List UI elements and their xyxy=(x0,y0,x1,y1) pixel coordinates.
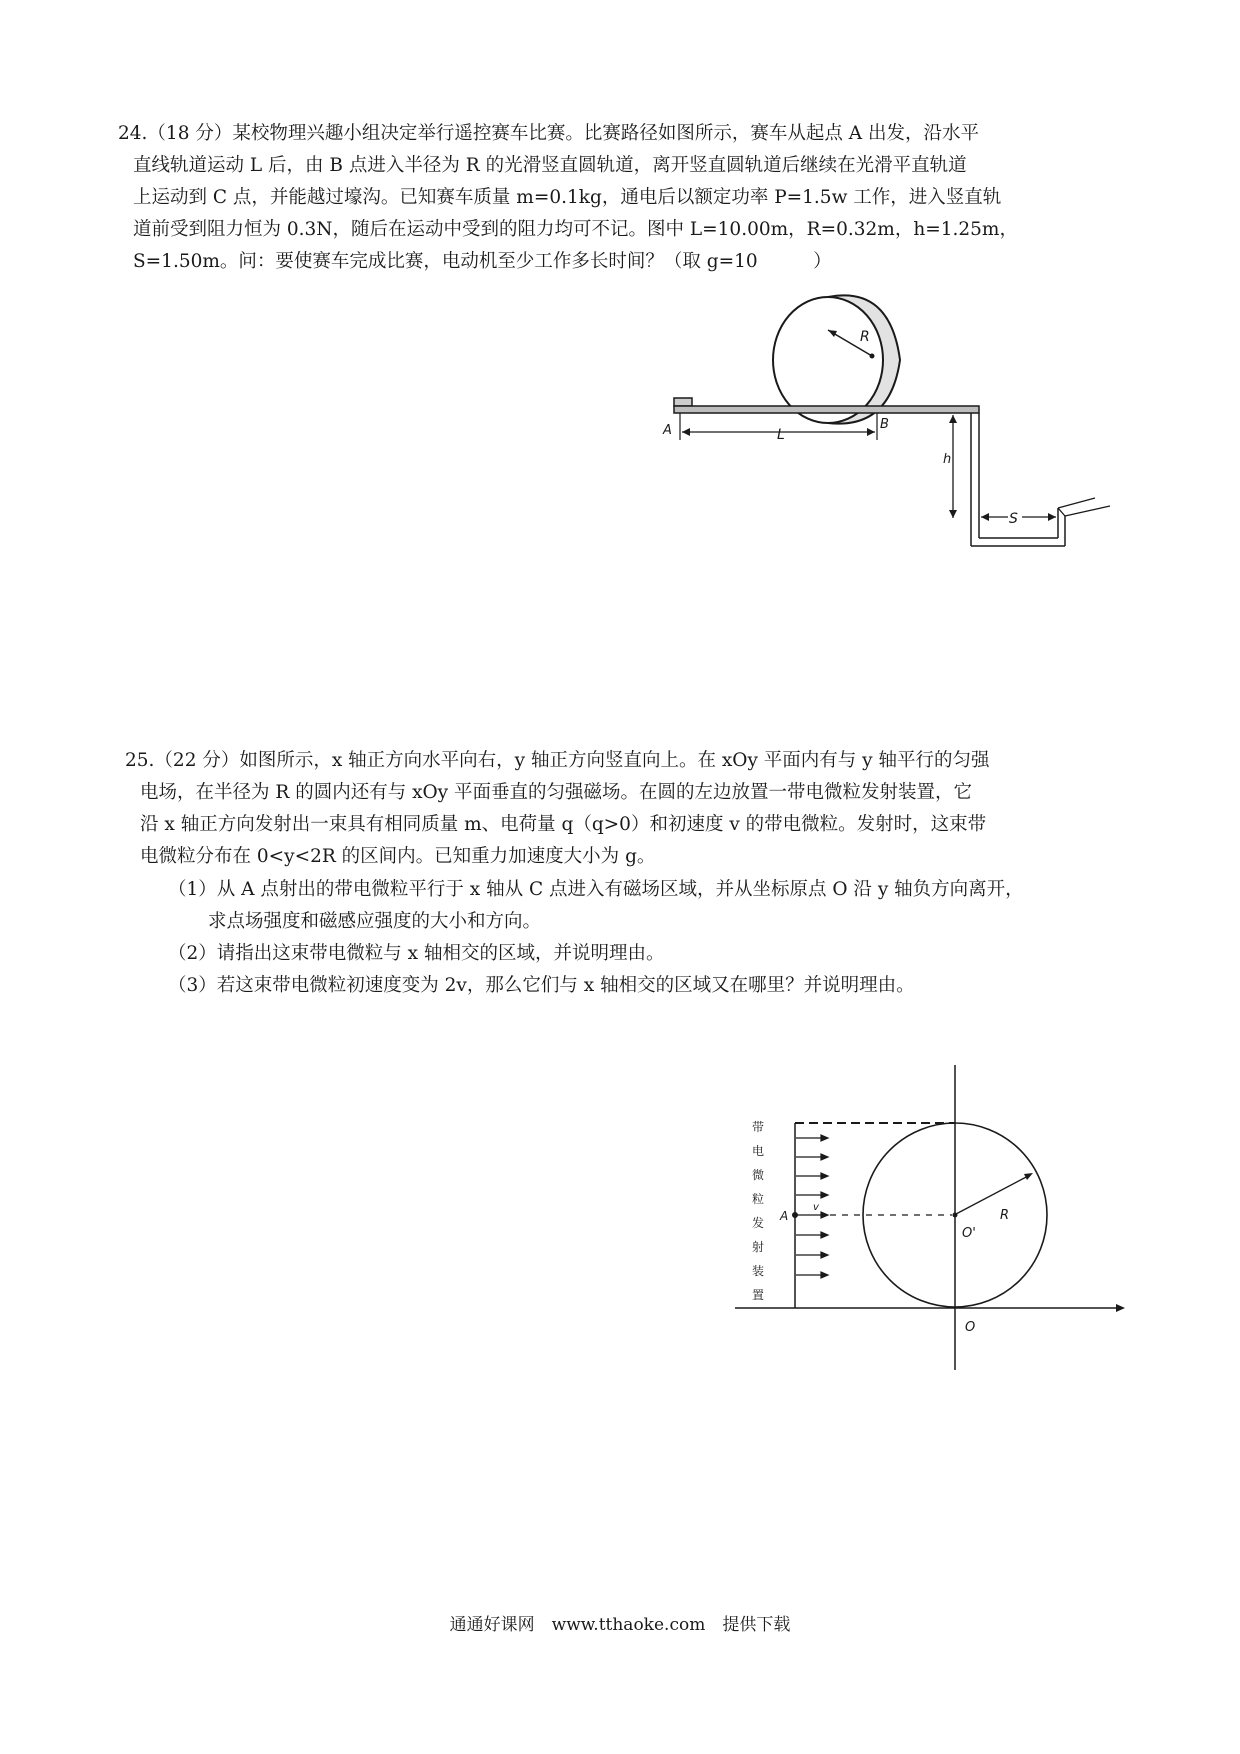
radius-line xyxy=(956,1175,1030,1214)
device-char-2: 电 xyxy=(752,1144,765,1158)
particle-arrows xyxy=(796,1135,828,1278)
q24-line-1: 24.（18 分）某校物理兴趣小组决定举行遥控赛车比赛。比赛路径如图所示，赛车从起点 A 出发，沿水平 xyxy=(118,123,979,144)
q24-line-4: 道前受到阻力恒为 0.3N，随后在运动中受到的阻力均可不记。图中 L=10.00m，R=0.32m，h=1.25m， xyxy=(133,219,1018,240)
q24-line-5: S=1.50m。问：要使赛车完成比赛，电动机至少工作多长时间？（取 g=10 ） xyxy=(133,251,832,272)
page-footer: 通通好课网 www.tthaoke.com 提供下载 xyxy=(449,1615,791,1635)
loop-circle xyxy=(773,297,883,423)
q24-line-3: 上运动到 C 点，并能越过壕沟。已知赛车质量 m=0.1kg，通电后以额定功率 P=1.5w 工作，进入竖直轨 xyxy=(133,187,1002,208)
q24-figure xyxy=(640,290,1120,560)
q25-line-1: 25.（22 分）如图所示，x 轴正方向水平向右，y 轴正方向竖直向上。在 xOy 平面内有与 y 轴平行的匀强 xyxy=(125,750,990,771)
loop-center xyxy=(870,354,875,359)
horizontal-track xyxy=(674,406,979,413)
q25-line-4: 电微粒分布在 0<y<2R 的区间内。已知重力加速度大小为 g。 xyxy=(140,846,656,867)
q25-figure xyxy=(730,1055,1140,1375)
q25-line-2: 电场，在半径为 R 的圆内还有与 xOy 平面垂直的匀强磁场。在圆的左边放置一带电微粒发射装置，它 xyxy=(140,782,973,803)
device-char-4: 粒 xyxy=(752,1192,765,1206)
device-char-8: 置 xyxy=(752,1288,765,1302)
device-char-1: 带 xyxy=(752,1120,765,1134)
label-S: S xyxy=(1009,511,1018,527)
label-O1: O' xyxy=(962,1226,976,1241)
label-B: B xyxy=(880,417,889,432)
label-O: O xyxy=(965,1320,976,1335)
label-h: h xyxy=(943,452,952,467)
device-char-5: 发 xyxy=(752,1216,765,1230)
device-char-6: 射 xyxy=(752,1240,765,1254)
device-char-3: 微 xyxy=(752,1168,765,1182)
label-L: L xyxy=(777,427,785,443)
label-A: A xyxy=(780,1209,789,1223)
q25-sub-1-cont: 求点场强度和磁感应强度的大小和方向。 xyxy=(208,911,542,932)
device-char-7: 装 xyxy=(752,1264,765,1278)
label-R: R xyxy=(860,329,870,345)
point-A xyxy=(792,1212,798,1218)
q25-sub-3: （3）若这束带电微粒初速度变为 2v，那么它们与 x 轴相交的区域又在哪里？并说明理由。 xyxy=(168,975,915,996)
q25-sub-1: （1）从 A 点射出的带电微粒平行于 x 轴从 C 点进入有磁场区域，并从坐标原点 O 沿 y 轴负方向离开， xyxy=(168,879,1024,900)
label-v: v xyxy=(813,1202,819,1213)
label-A: A xyxy=(663,423,672,438)
q24-line-2: 直线轨道运动 L 后，由 B 点进入半径为 R 的光滑竖直圆轨道，离开竖直圆轨道后继续在光滑平直轨道 xyxy=(133,155,967,176)
q25-sub-2: （2）请指出这束带电微粒与 x 轴相交的区域，并说明理由。 xyxy=(168,943,665,964)
label-R: R xyxy=(1000,1208,1010,1223)
q25-line-3: 沿 x 轴正方向发射出一束具有相同质量 m、电荷量 q（q>0）和初速度 v 的带电微粒。发射时，这束带 xyxy=(140,814,987,835)
start-block xyxy=(674,398,692,406)
